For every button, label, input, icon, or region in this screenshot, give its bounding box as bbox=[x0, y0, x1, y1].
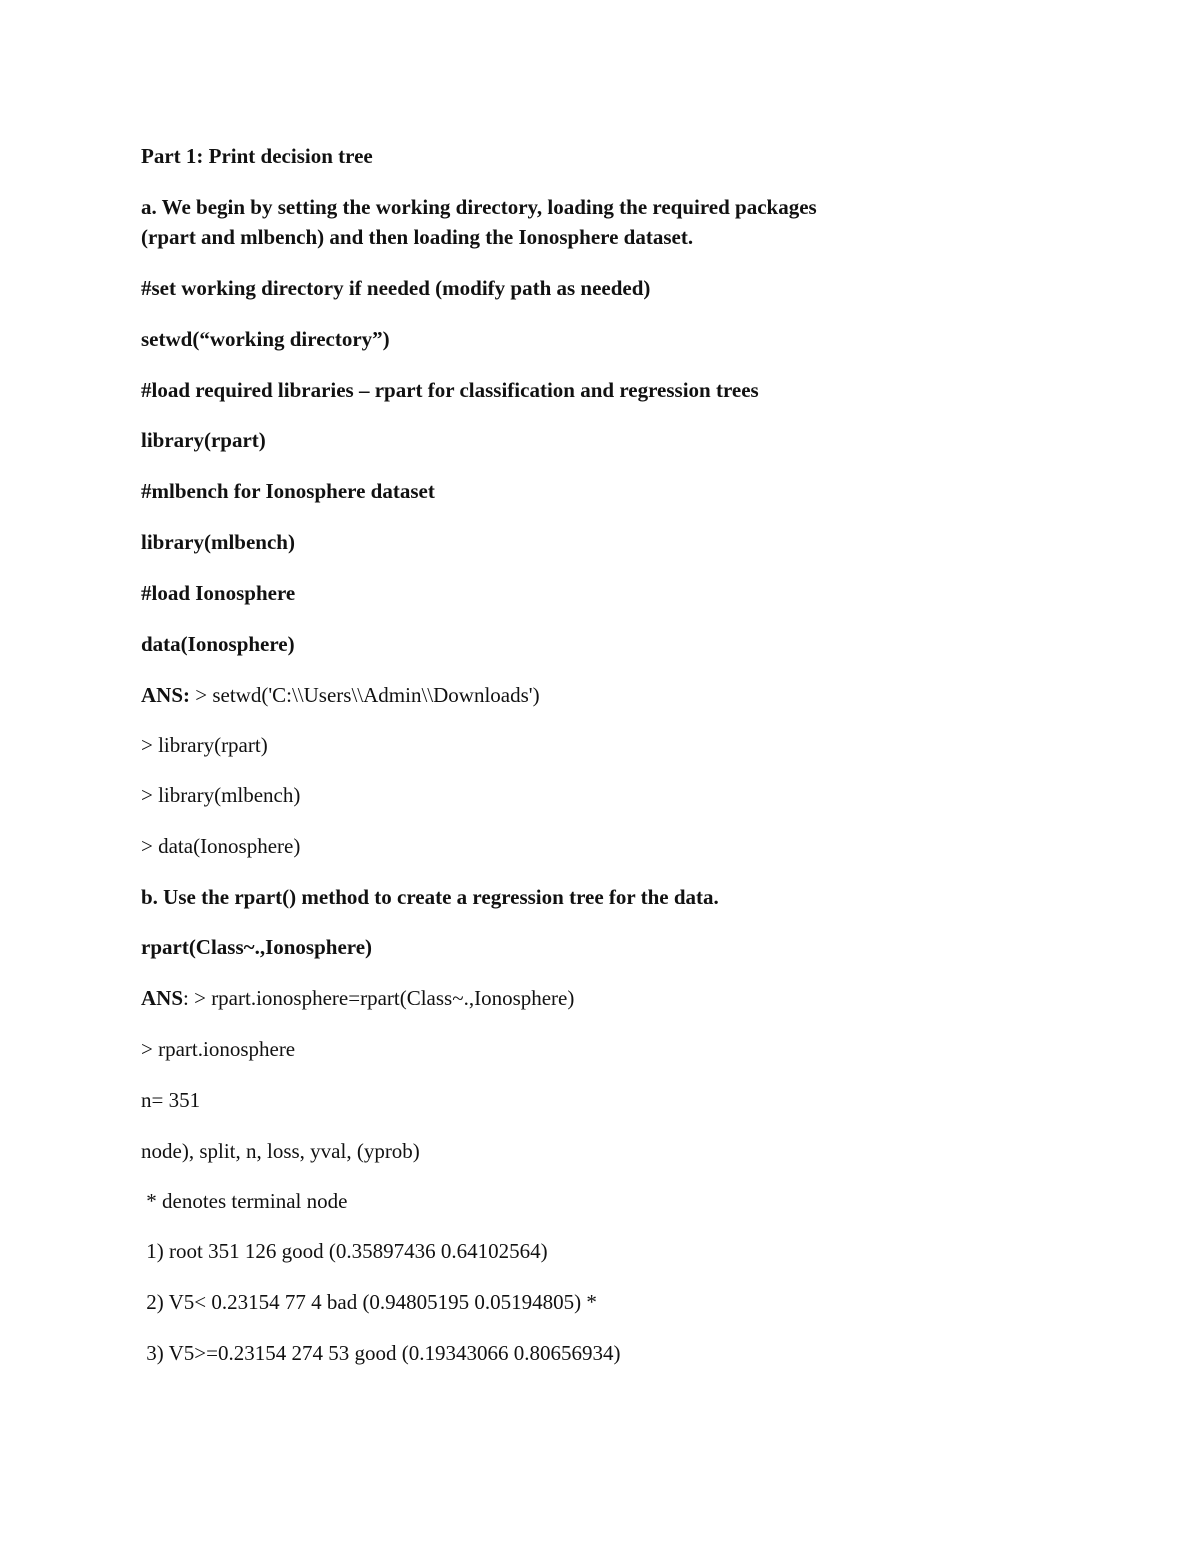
text-line bbox=[141, 1238, 548, 1264]
line-text: rpart(Class~.,Ionosphere) bbox=[141, 935, 373, 959]
text-line bbox=[141, 631, 295, 657]
line-text: #load required libraries – rpart for classification and regression trees bbox=[141, 378, 759, 402]
line-text: setwd(“working directory”) bbox=[141, 327, 390, 351]
line-text: library(mlbench) bbox=[141, 530, 295, 554]
line-text: > rpart.ionosphere bbox=[141, 1037, 296, 1061]
text-line bbox=[141, 1087, 200, 1113]
line-text: > setwd('C:\\Users\\Admin\\Downloads') bbox=[190, 683, 540, 707]
text-line bbox=[141, 377, 759, 403]
line-text: #load Ionosphere bbox=[141, 581, 296, 605]
text-line bbox=[141, 682, 540, 708]
text-line bbox=[141, 985, 574, 1011]
line-text: node), split, n, loss, yval, (yprob) bbox=[141, 1139, 420, 1163]
text-line bbox=[141, 224, 693, 250]
text-line bbox=[141, 478, 435, 504]
text-line bbox=[141, 326, 390, 352]
line-text: > data(Ionosphere) bbox=[141, 834, 301, 858]
line-text: > library(mlbench) bbox=[141, 783, 301, 807]
line-text: 2) V5< 0.23154 77 4 bad (0.94805195 0.05194805) * bbox=[141, 1290, 597, 1314]
line-text: library(rpart) bbox=[141, 428, 266, 452]
line-text: #mlbench for Ionosphere dataset bbox=[141, 479, 435, 503]
line-text: b. Use the rpart() method to create a regression tree for the data. bbox=[141, 885, 719, 909]
line-text: Part 1: Print decision tree bbox=[141, 144, 373, 168]
line-text: > library(rpart) bbox=[141, 733, 268, 757]
answer-label: ANS bbox=[141, 986, 184, 1010]
text-line bbox=[141, 275, 650, 301]
line-text: a. We begin by setting the working directory, loading the required packages bbox=[141, 195, 817, 219]
line-text: 3) V5>=0.23154 274 53 good (0.19343066 0.80656934) bbox=[141, 1341, 621, 1365]
text-line bbox=[141, 833, 300, 859]
text-line bbox=[141, 782, 300, 808]
line-text: * denotes terminal node bbox=[141, 1189, 348, 1213]
line-text: #set working directory if needed (modify path as needed) bbox=[141, 276, 651, 300]
answer-label: ANS: bbox=[141, 683, 191, 707]
text-line bbox=[141, 194, 817, 220]
line-text: data(Ionosphere) bbox=[141, 632, 295, 656]
text-line bbox=[141, 1289, 597, 1315]
text-line bbox=[141, 143, 373, 169]
text-line bbox=[141, 934, 372, 960]
line-text: n= 351 bbox=[141, 1088, 201, 1112]
text-line bbox=[141, 1188, 347, 1214]
line-text: 1) root 351 126 good (0.35897436 0.64102564) bbox=[141, 1239, 548, 1263]
text-line bbox=[141, 1340, 620, 1366]
line-text: (rpart and mlbench) and then loading the Ionosphere dataset. bbox=[141, 225, 694, 249]
line-text: : > rpart.ionosphere=rpart(Class~.,Ionosphere) bbox=[183, 986, 575, 1010]
text-line bbox=[141, 1036, 295, 1062]
text-line bbox=[141, 732, 268, 758]
text-line bbox=[141, 427, 266, 453]
text-line bbox=[141, 884, 719, 910]
text-line bbox=[141, 529, 295, 555]
text-line bbox=[141, 1138, 420, 1164]
text-line bbox=[141, 580, 295, 606]
